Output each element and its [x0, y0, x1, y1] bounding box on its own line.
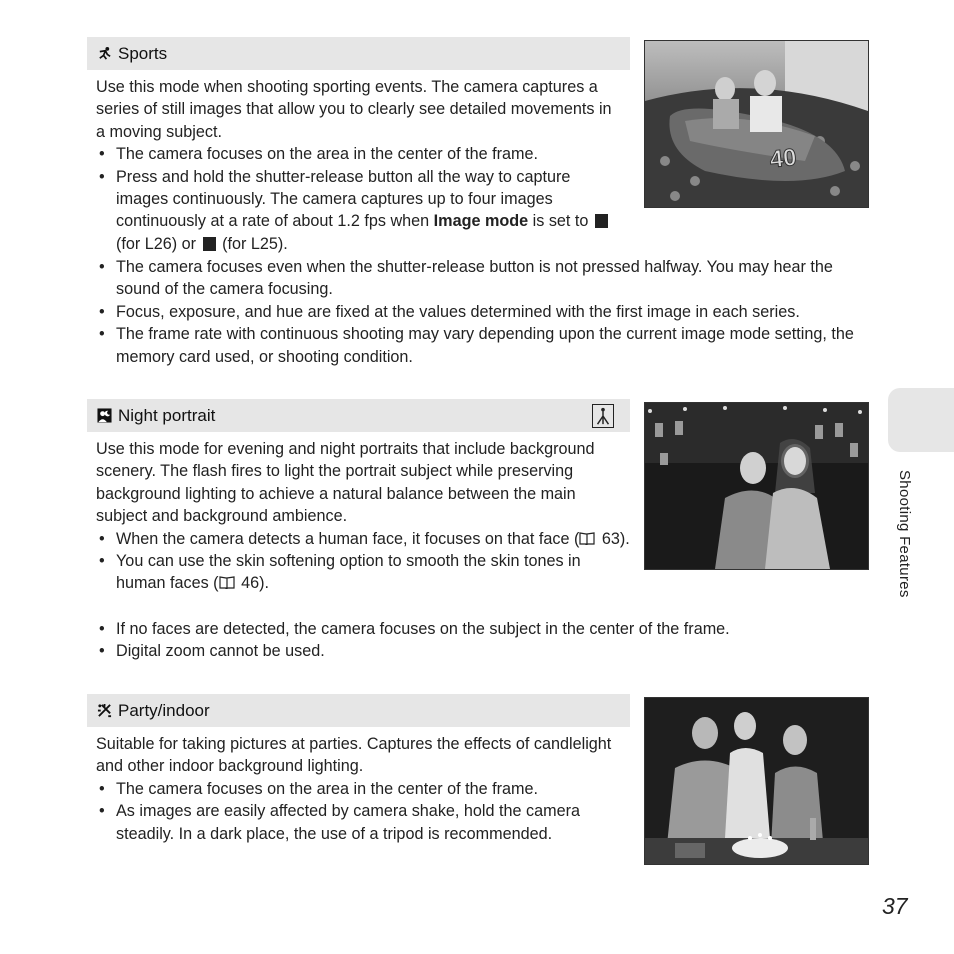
tripod-icon [592, 404, 614, 428]
kart-number: 40 [768, 143, 798, 174]
sports-title: Sports [118, 43, 168, 63]
sports-text-bottom [96, 256, 866, 368]
party-indoor-mode-icon [97, 703, 112, 718]
night-text-bottom [96, 618, 866, 663]
party-bullet-2: • As images are easily affected by camera shake, hold the camera steadily. In a dark place, the use of a tripod is recommended. [96, 800, 621, 845]
night-portrait-photo [644, 402, 869, 570]
sports-mode-icon [97, 46, 112, 61]
night-bullet-2: • You can use the skin softening option to smooth the skin tones in human faces ( 46). [96, 550, 631, 595]
night-text-top [96, 438, 631, 595]
sports-section-header [87, 37, 630, 70]
night-bullet-1: • When the camera detects a human face, it focuses on that face ( 63). [96, 528, 631, 550]
night-bullet-3: • If no faces are detected, the camera focuses on the subject in the center of the frame. [96, 618, 866, 640]
party-indoor-title: Party/indoor [118, 700, 210, 720]
night-bullet-4: • Digital zoom cannot be used. [96, 640, 866, 662]
night-intro: Use this mode for evening and night portraits that include background scenery. The flash fires to light the portrait subject while preserving background lighting to achieve a natural balance between the main subject and background ambience. [96, 440, 595, 526]
sports-bullet-4: • Focus, exposure, and hue are fixed at the values determined with the first image in each series. [96, 301, 866, 323]
book-reference-icon [579, 532, 595, 545]
image-mode-label: Image mode [433, 212, 529, 231]
night-portrait-section-header [87, 399, 630, 432]
image-mode-16m-icon [595, 214, 608, 228]
sports-bullet-2: • Press and hold the shutter-release button all the way to capture images continuously. The camera captures up to four images continuously at a rate of about 1.2 fps when Image mode is set to (for L26) or (for L25). [96, 166, 621, 256]
sports-intro: Use this mode when shooting sporting events. The camera captures a series of still images that allow you to clearly see detailed movements in a moving subject. [96, 78, 612, 141]
night-portrait-title: Night portrait [118, 405, 216, 425]
sports-text-top [96, 76, 621, 255]
sports-photo [644, 40, 869, 208]
night-portrait-mode-icon [97, 408, 112, 423]
party-intro: Suitable for taking pictures at parties. Captures the effects of candlelight and other indoor background lighting. [96, 735, 612, 776]
party-indoor-section-header [87, 694, 630, 727]
party-text [96, 733, 621, 845]
page-number: 37 [882, 893, 908, 919]
chapter-label: Shooting Features [896, 470, 913, 598]
sports-bullet-3: • The camera focuses even when the shutter-release button is not pressed halfway. You may hear the sound of the camera focusing. [96, 256, 866, 301]
book-reference-icon [219, 576, 235, 589]
party-bullet-1: • The camera focuses on the area in the center of the frame. [96, 778, 621, 800]
chapter-tab [888, 388, 954, 452]
sports-bullet-5: • The frame rate with continuous shooting may vary depending upon the current image mode setting, the memory card used, or shooting condition. [96, 323, 866, 368]
party-indoor-photo [644, 697, 869, 865]
sports-bullet-1: • The camera focuses on the area in the center of the frame. [96, 143, 621, 165]
image-mode-10m-icon [203, 237, 216, 251]
